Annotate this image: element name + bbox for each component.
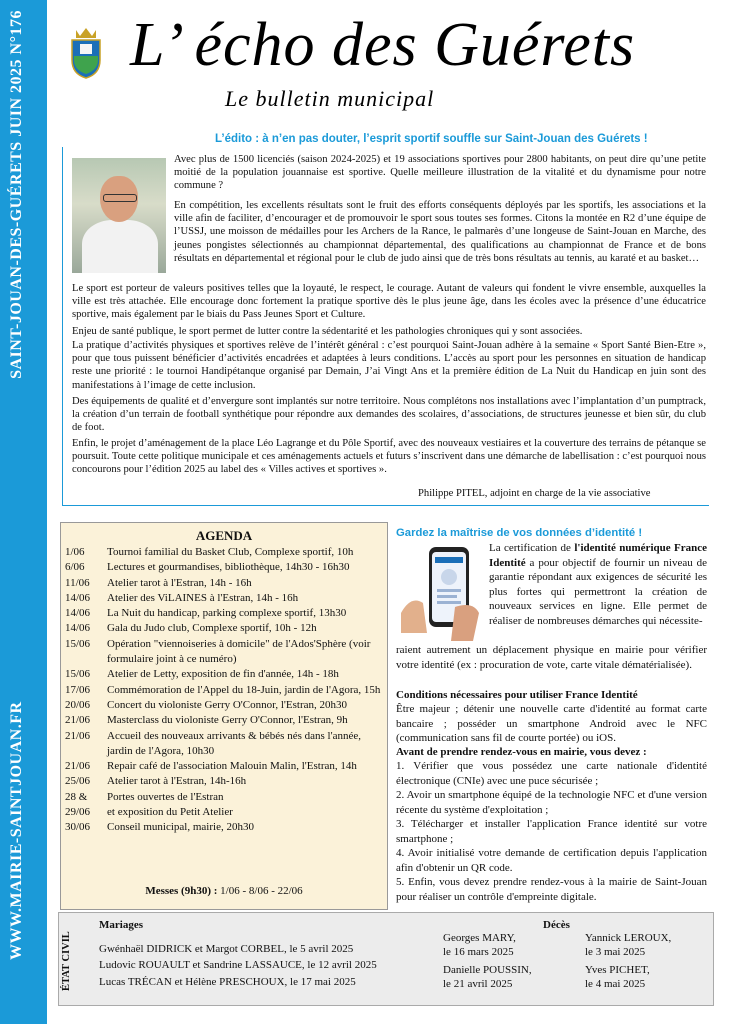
agenda-box: [60, 522, 388, 910]
agenda-date: 14/06: [65, 622, 91, 635]
edito-paragraph: Des équipements de qualité et d’envergure sont implantés sur notre territoire. Nous complétons nos installations avec l’implantation d’un pumptrack, la création d’un terrain de football synthétique pour répondre aux demandes des scolaires, d’associations, de structures jeunesse et bien sûr, du club de foot.: [72, 396, 706, 434]
agenda-item: [61, 759, 387, 774]
deces-date: le 16 mars 2025: [443, 946, 514, 958]
agenda-text: Atelier de Letty, exposition de fin d'année, 14h - 18h: [107, 668, 339, 681]
mariage-entry: Lucas TRÉCAN et Hélène PRESCHOUX, le 17 mai 2025: [99, 976, 356, 988]
website-link[interactable]: WWW.MAIRIE-SAINTJOUAN.FR: [8, 701, 25, 960]
conditions-text: Être majeur ; détenir une nouvelle carte d'identité au format carte bancaire ; posséder un smartphone Android avec le NFC (communication sans fil de courte portée) ou iOS.: [396, 703, 707, 745]
agenda-item: [61, 820, 387, 835]
agenda-text: Gala du Judo club, Complexe sportif, 10h - 12h: [107, 622, 317, 635]
agenda-item: [61, 560, 387, 575]
agenda-text: Commémoration de l'Appel du 18-Juin, jardin de l'Agora, 15h: [107, 683, 381, 696]
deces-date: le 4 mai 2025: [585, 978, 646, 990]
agenda-date: 21/06: [65, 714, 91, 727]
deces-name: Yves PICHET,: [585, 964, 650, 976]
town-crest-logo: [66, 26, 106, 82]
edito-signature: Philippe PITEL, adjoint en charge de la vie associative: [418, 488, 651, 499]
agenda-date: 29/06: [65, 806, 91, 819]
avant-title: Avant de prendre rendez-vous en mairie, vous devez :: [396, 746, 647, 758]
agenda-item: [61, 805, 387, 820]
etat-civil-label: ÉTAT CIVIL: [61, 931, 72, 991]
deces-name: Danielle POUSSIN,: [443, 964, 532, 976]
agenda-item: [61, 637, 387, 668]
agenda-list: [61, 545, 387, 836]
agenda-item: [61, 774, 387, 789]
deces-date: le 3 mai 2025: [585, 946, 646, 958]
agenda-text: Portes ouvertes de l'Estran: [107, 790, 224, 803]
agenda-date: 6/06: [65, 561, 85, 574]
deces-name: Georges MARY,: [443, 932, 516, 944]
agenda-date: 17/06: [65, 683, 91, 696]
agenda-item: [61, 713, 387, 728]
step-item: 1. Vérifier que vous possédez une carte nationale d'identité électronique (CNIe) avec une puce sécurisée ;: [396, 760, 707, 787]
step-item: 2. Avoir un smartphone équipé de la technologie NFC et d'une version récente du système d'exploitation ;: [396, 789, 707, 816]
agenda-date: 15/06: [65, 668, 91, 681]
agenda-date: 20/06: [65, 698, 91, 711]
step-item: 4. Avoir initialisé votre demande de certification depuis l'application afin d'obtenir un QR code.: [396, 847, 707, 874]
mariage-entry: Ludovic ROUAULT et Sandrine LASSAUCE, le 12 avril 2025: [99, 959, 377, 971]
newsletter-title: L’ écho des Guérets: [130, 11, 636, 79]
edito-paragraph: En compétition, les excellents résultats sont le fruit des efforts conséquents déployés par les sportifs, les associations et la ville afin de faciliter, d’encourager et de promouvoir le sport sous toutes ses formes. Citons la montée en R2 d’une équipe de l’USSJ, une moisson de médailles pour les Archers de la Rance, le palmarès d’une longeuse de Saint-Jouan en Marche, des jeunes pongistes sélectionnés au championnat départemental, des qualifications au championnat de France et de bons résultats en départemental et régional pour le club de judo ainsi que de très bons résultats au tennis, au karaté et au basket…: [174, 200, 706, 264]
edito-paragraph: Le sport est porteur de valeurs positives telles que la loyauté, le respect, le courage. Autant de valeurs qui fondent le vivre ensemble, auxquelles la ville est très attachée. Elle encourage donc fortement la pratique sportive dès le plus jeune âge, dans les écoles avec la présence d’une éducatrice sportive, mais également par le biais du Pass Jeunes Sport et Culture.: [72, 283, 706, 321]
agenda-text: Conseil municipal, mairie, 20h30: [107, 821, 254, 834]
conditions-title: Conditions nécessaires pour utiliser France Identité: [396, 689, 638, 701]
identite-intro: La certification de l'identité numérique France Identité a pour objectif de fournir un niveau de garantie répondant aux exigences de sécurité les plus fortes qui permettront la création de nouveaux services en ligne. Elle permet de réaliser de nombreuses démarches qui nécessite-: [489, 542, 707, 627]
agenda-text: Tournoi familial du Basket Club, Complexe sportif, 10h: [107, 546, 354, 558]
agenda-date: 11/06: [65, 576, 90, 589]
agenda-text: Opération "viennoiseries à domicile" de l'Ados'Sphère (voir formulaire joint à ce numéro): [107, 637, 371, 666]
newsletter-subtitle: Le bulletin municipal: [225, 86, 435, 111]
agenda-date: 15/06: [65, 637, 91, 650]
edito-paragraph: La pratique d’activités physiques et sportives relève de l’intérêt général : c’est pourquoi Saint-Jouan adhère à la semaine « Sport Santé Bien-Etre », pour que tous puissent bénéficier d’activités encadrées et adaptées à leurs conditions. L’accès au sport pour les personnes en situation de handicap reste une priorité : le tournoi Handipétanque organisé par Demain, J’ai Vingt Ans et la première édition de La Nuit du Handicap en juin sont des manifestations à l’image de cette inclusion.: [72, 340, 706, 391]
agenda-item: [61, 790, 387, 805]
issue-label: SAINT-JOUAN-DES-GUÉRETS JUIN 2025 N°176: [8, 10, 25, 379]
agenda-item: [61, 591, 387, 606]
agenda-item: [61, 621, 387, 636]
agenda-text: Atelier tarot à l'Estran, 14h-16h: [107, 775, 247, 788]
agenda-text: Masterclass du violoniste Gerry O'Connor, l'Estran, 9h: [107, 714, 348, 727]
edito-paragraph: Enfin, le projet d’aménagement de la place Léo Lagrange et du Pôle Sportif, avec des nouveaux vestiaires et la couverture des terrains de pétanque se poursuit. Toute cette politique municipale et ces aménagements actuels et futurs s’inscrivent dans une démarche de labellisation : c’est pourquoi nous concourons pour l’édition 2025 au label des « Villes actives et sportives ».: [72, 438, 706, 476]
agenda-text: Repair café de l'association Malouin Malin, l'Estran, 14h: [107, 760, 357, 773]
sidebar-band: [0, 0, 47, 1024]
agenda-item: [61, 576, 387, 591]
agenda-text: Atelier des ViLAINES à l'Estran, 14h - 16h: [107, 591, 299, 604]
agenda-text: Concert du violoniste Gerry O'Connor, l'Estran, 20h30: [107, 698, 347, 711]
messes-label: Messes (9h30) :: [145, 885, 218, 897]
step-item: 3. Télécharger et installer l'application France identité sur votre smartphone ;: [396, 818, 707, 845]
mariages-title: Mariages: [99, 919, 143, 931]
edito-paragraph: Avec plus de 1500 licenciés (saison 2024-2025) et 19 associations sportives pour 2800 habitants, on peut dire qu’une petite moitié de la population jouannaise est sportive. Quelle meilleure illustration de la vitalité et du dynamisme pour notre commune ?: [174, 154, 706, 192]
mariage-entry: Gwénhaël DIDRICK et Margot CORBEL, le 5 avril 2025: [99, 943, 354, 955]
agenda-item: [61, 729, 387, 760]
agenda-item: [61, 606, 387, 621]
identite-intro-continued: raient autrement un déplacement physique en mairie pour vérifier votre identité (ex : procuration de vote, carte vitale dématérialisée).: [396, 644, 707, 671]
messes-line: [61, 885, 387, 897]
agenda-item: [61, 545, 387, 560]
agenda-date: 14/06: [65, 607, 91, 620]
agenda-item: [61, 667, 387, 682]
agenda-date: 1/06: [65, 546, 85, 558]
agenda-title: AGENDA: [195, 528, 253, 543]
author-portrait: [72, 158, 166, 273]
edito-heading: L’édito : à n’en pas douter, l’esprit sportif souffle sur Saint-Jouan des Guérets !: [215, 133, 648, 145]
edito-paragraph: Enjeu de santé publique, le sport permet de lutter contre la sédentarité et les pathologies chroniques qui y sont associées.: [72, 326, 583, 337]
sidebar-text: [8, 10, 26, 960]
agenda-text: La Nuit du handicap, parking complexe sportif, 13h30: [107, 607, 347, 620]
step-item: 5. Enfin, vous devez prendre rendez-vous à la mairie de Saint-Jouan pour réaliser un contrôle d'empreinte digitale.: [396, 876, 707, 903]
agenda-date: 21/06: [65, 729, 91, 742]
agenda-date: 28 &: [65, 790, 88, 803]
agenda-text: Atelier tarot à l'Estran, 14h - 16h: [107, 576, 252, 589]
etat-civil-box: [58, 912, 714, 1006]
deces-date: le 21 avril 2025: [443, 978, 513, 990]
smartphone-illustration: [397, 543, 485, 643]
agenda-date: 30/06: [65, 821, 91, 834]
agenda-text: Lectures et gourmandises, bibliothèque, 14h30 - 16h30: [107, 561, 350, 574]
agenda-item: [61, 683, 387, 698]
agenda-text: et exposition du Petit Atelier: [107, 806, 233, 819]
messes-dates: 1/06 - 8/06 - 22/06: [217, 885, 303, 897]
agenda-item: [61, 698, 387, 713]
deces-name: Yannick LEROUX,: [585, 932, 672, 944]
agenda-date: 14/06: [65, 591, 91, 604]
agenda-text: Accueil des nouveaux arrivants & bébés nés dans l'année, jardin de l'Agora, 10h30: [107, 729, 361, 757]
agenda-date: 25/06: [65, 775, 91, 788]
identite-heading: Gardez la maîtrise de vos données d’identité !: [396, 527, 643, 539]
deces-title: Décès: [543, 919, 570, 931]
agenda-date: 21/06: [65, 760, 91, 773]
